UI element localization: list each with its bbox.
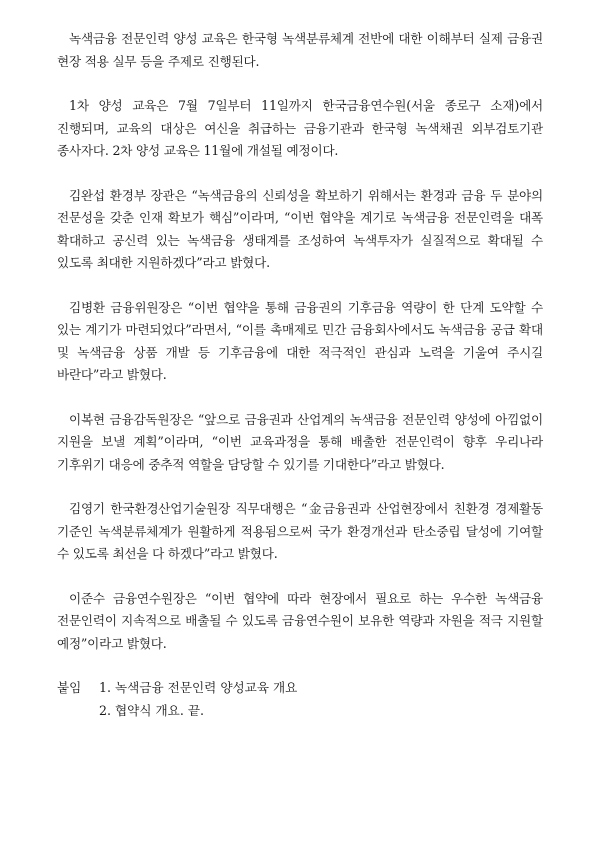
paragraph-environment-minister: 김완섭 환경부 장관은 “녹색금융의 신뢰성을 확보하기 위해서는 환경과 금융 두 분야의 전문성을 갖춘 인재 확보가 핵심”이라며, “이번 협약을 계기로 녹색금융 전문인력을 대폭 확대하고 공신력 있는 녹색금융 생태계를 조성하여 녹색투자가 실질적으로 확대될 수 있도록 최대한 지원하겠다”라고 밝혔다. [57,187,543,270]
document-body [57,28,543,722]
attachment-row [57,700,543,723]
paragraph-keiti-president: 김영기 한국환경산업기술원장 직무대행은 “金금융권과 산업현장에서 친환경 경제활동 기준인 녹색분류체계가 원활하게 적용됨으로써 국가 환경개선과 탄소중립 달성에 기여할 수 있도록 최선을 다 하겠다”라고 밝혔다. [57,501,543,561]
paragraph-curriculum: 녹색금융 전문인력 양성 교육은 한국형 녹색분류체계 전반에 대한 이해부터 실제 금융권 현장 적용 실무 등을 주제로 진행된다. [57,31,543,69]
attachment-item: 2. 협약식 개요. 끝. [99,702,205,718]
attachments-label: 붙임 [57,680,82,695]
attachments-list [57,677,543,722]
paragraph-fsc-chairman: 김병환 금융위원장은 “이번 협약을 통해 금융권의 기후금융 역량이 한 단계 도약할 수 있는 계기가 마련되었다”라면서, “이를 촉매제로 민간 금융회사에서도 녹색금융 공급 확대 및 녹색금융 상품 개발 등 기후금융에 대한 적극적인 관심과 노력을 기울여 주시길 바란다”라고 밝혔다. [57,299,543,382]
attachment-item: 1. 녹색금융 전문인력 양성교육 개요 [99,680,298,695]
paragraph-schedule: 1차 양성 교육은 7월 7일부터 11일까지 한국금융연수원(서울 종로구 소재)에서 진행되며, 교육의 대상은 여신을 취급하는 금융기관과 한국형 녹색채권 외부검토기관 종사자다. 2차 양성 교육은 11월에 개설될 예정이다. [57,98,543,158]
paragraph-training-institute-president: 이준수 금융연수원장은 “이번 협약에 따라 현장에서 필요로 하는 우수한 녹색금융 전문인력이 지속적으로 배출될 수 있도록 금융연수원이 보유한 역량과 자원을 적극 지원할 예정”이라고 밝혔다. [57,590,543,651]
paragraph-fss-governor: 이복현 금융감독원장은 “앞으로 금융권과 산업계의 녹색금융 전문인력 양성에 아낌없이 지원을 보낼 계획”이라며, “이번 교육과정을 통해 배출한 전문인력이 향후 우리나라 기후위기 대응에 중추적 역할을 담당할 수 있기를 기대한다”라고 밝혔다. [57,411,543,472]
attachment-row [57,677,543,700]
